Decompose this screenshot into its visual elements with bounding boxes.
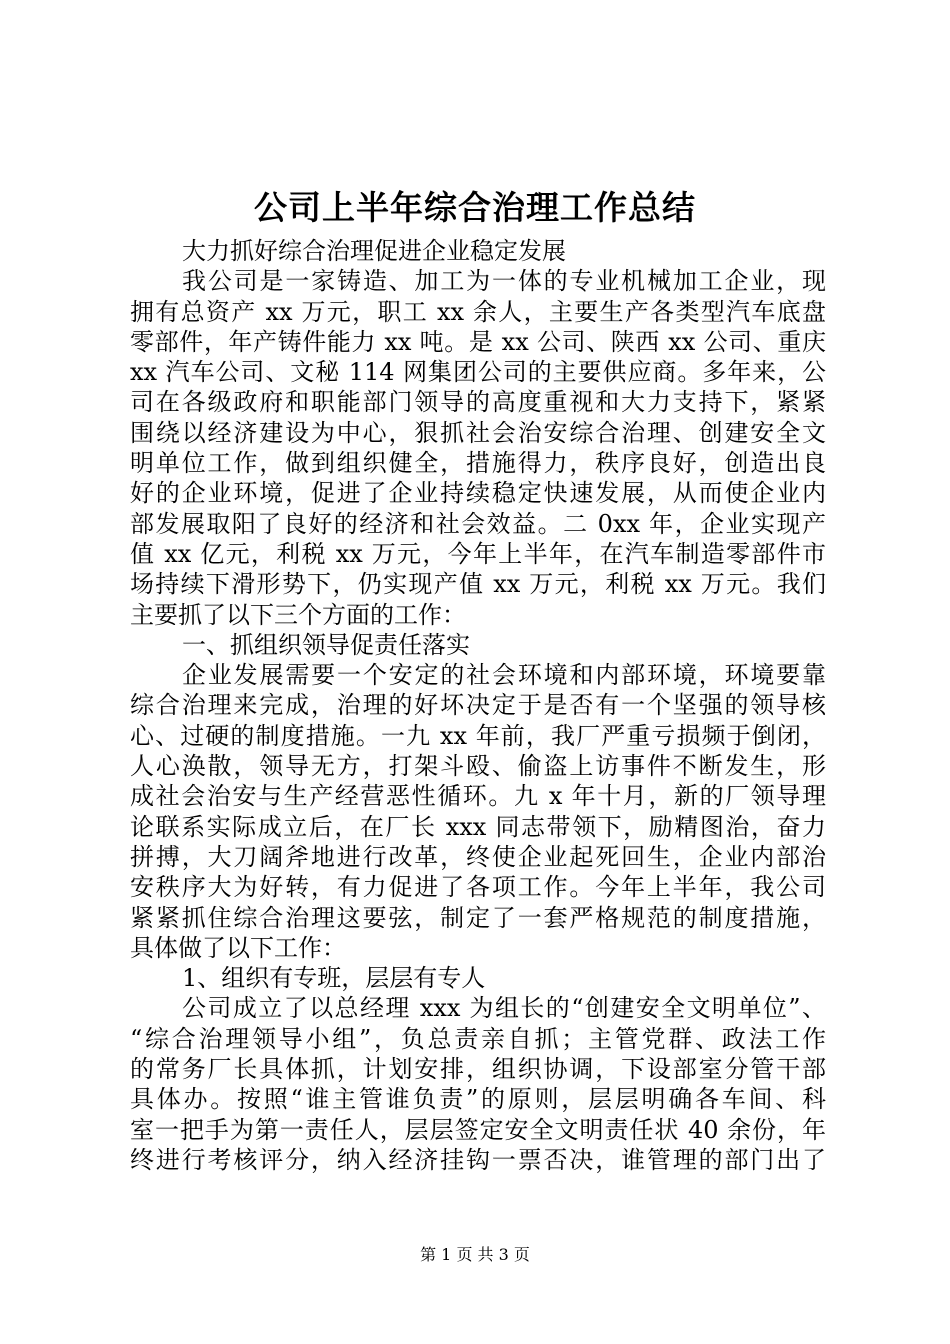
- body-line: 我公司是一家铸造、加工为一体的专业机械加工企业，现: [182, 267, 826, 296]
- body-line: 心、过硬的制度措施。一九 xx 年前，我厂严重亏损频于倒闭，: [130, 721, 826, 750]
- body-line: 具体办。按照“谁主管谁负责”的原则，层层明确各车间、科: [130, 1085, 826, 1114]
- body-line: 拼搏，大刀阔斧地进行改革，终使企业起死回生，企业内部治: [130, 842, 826, 871]
- body-line: 明单位工作，做到组织健全，措施得力，秩序良好，创造出良: [130, 449, 826, 478]
- body-line: 安秩序大为好转，有力促进了各项工作。今年上半年，我公司: [130, 873, 826, 902]
- body-line: 一、抓组织领导促责任落实: [182, 630, 470, 659]
- document-body: [130, 236, 826, 1175]
- body-line: 紧紧抓住综合治理这要弦，制定了一套严格规范的制度措施，: [130, 903, 826, 932]
- body-line: “综合治理领导小组”，负总责亲自抓；主管党群、政法工作: [130, 1024, 826, 1053]
- body-line: 部发展取阳了良好的经济和社会效益。二 0xx 年，企业实现产: [130, 509, 826, 538]
- body-line: 主要抓了以下三个方面的工作：: [130, 600, 466, 629]
- body-line: 司在各级政府和职能部门领导的高度重视和大力支持下，紧紧: [130, 388, 826, 417]
- body-line: xx 汽车公司、文秘 114 网集团公司的主要供应商。多年来，公: [130, 358, 826, 387]
- body-line: 大力抓好综合治理促进企业稳定发展: [182, 237, 566, 265]
- body-line: 企业发展需要一个安定的社会环境和内部环境，环境要靠: [182, 661, 826, 690]
- body-line: 1、组织有专班，层层有专人: [182, 964, 486, 993]
- body-line: 成社会治安与生产经营恶性循环。九 x 年十月，新的厂领导理: [130, 782, 826, 811]
- body-line: 值 xx 亿元，利税 xx 万元，今年上半年，在汽车制造零部件市: [130, 539, 826, 568]
- body-line: 综合治理来完成，治理的好坏决定于是否有一个坚强的领导核: [130, 691, 826, 720]
- body-line: 场持续下滑形势下，仍实现产值 xx 万元，利税 xx 万元。我们: [130, 570, 826, 599]
- body-line: 的常务厂长具体抓，计划安排，组织协调，下设部室分管干部: [130, 1055, 826, 1084]
- page-footer: 第 1 页 共 3 页: [420, 1245, 530, 1264]
- body-line: 具体做了以下工作：: [130, 933, 346, 962]
- body-line: 拥有总资产 xx 万元，职工 xx 余人，主要生产各类型汽车底盘: [130, 297, 826, 326]
- body-line: 终进行考核评分，纳入经济挂钩一票否决，谁管理的部门出了: [130, 1145, 826, 1174]
- document-title: 公司上半年综合治理工作总结: [254, 188, 696, 227]
- body-line: 论联系实际成立后，在厂长 xxx 同志带领下，励精图治，奋力: [130, 812, 826, 841]
- body-line: 零部件，年产铸件能力 xx 吨。是 xx 公司、陕西 xx 公司、重庆: [130, 327, 826, 356]
- body-line: 好的企业环境，促进了企业持续稳定快速发展，从而使企业内: [130, 479, 826, 508]
- body-line: 围绕以经济建设为中心，狠抓社会治安综合治理、创建安全文: [130, 418, 826, 447]
- body-line: 室一把手为第一责任人，层层签定安全文明责任状 40 余份，年: [130, 1115, 826, 1144]
- body-line: 公司成立了以总经理 xxx 为组长的“创建安全文明单位”、: [182, 994, 826, 1023]
- body-line: 人心涣散，领导无方，打架斗殴、偷盗上访事件不断发生，形: [130, 752, 826, 781]
